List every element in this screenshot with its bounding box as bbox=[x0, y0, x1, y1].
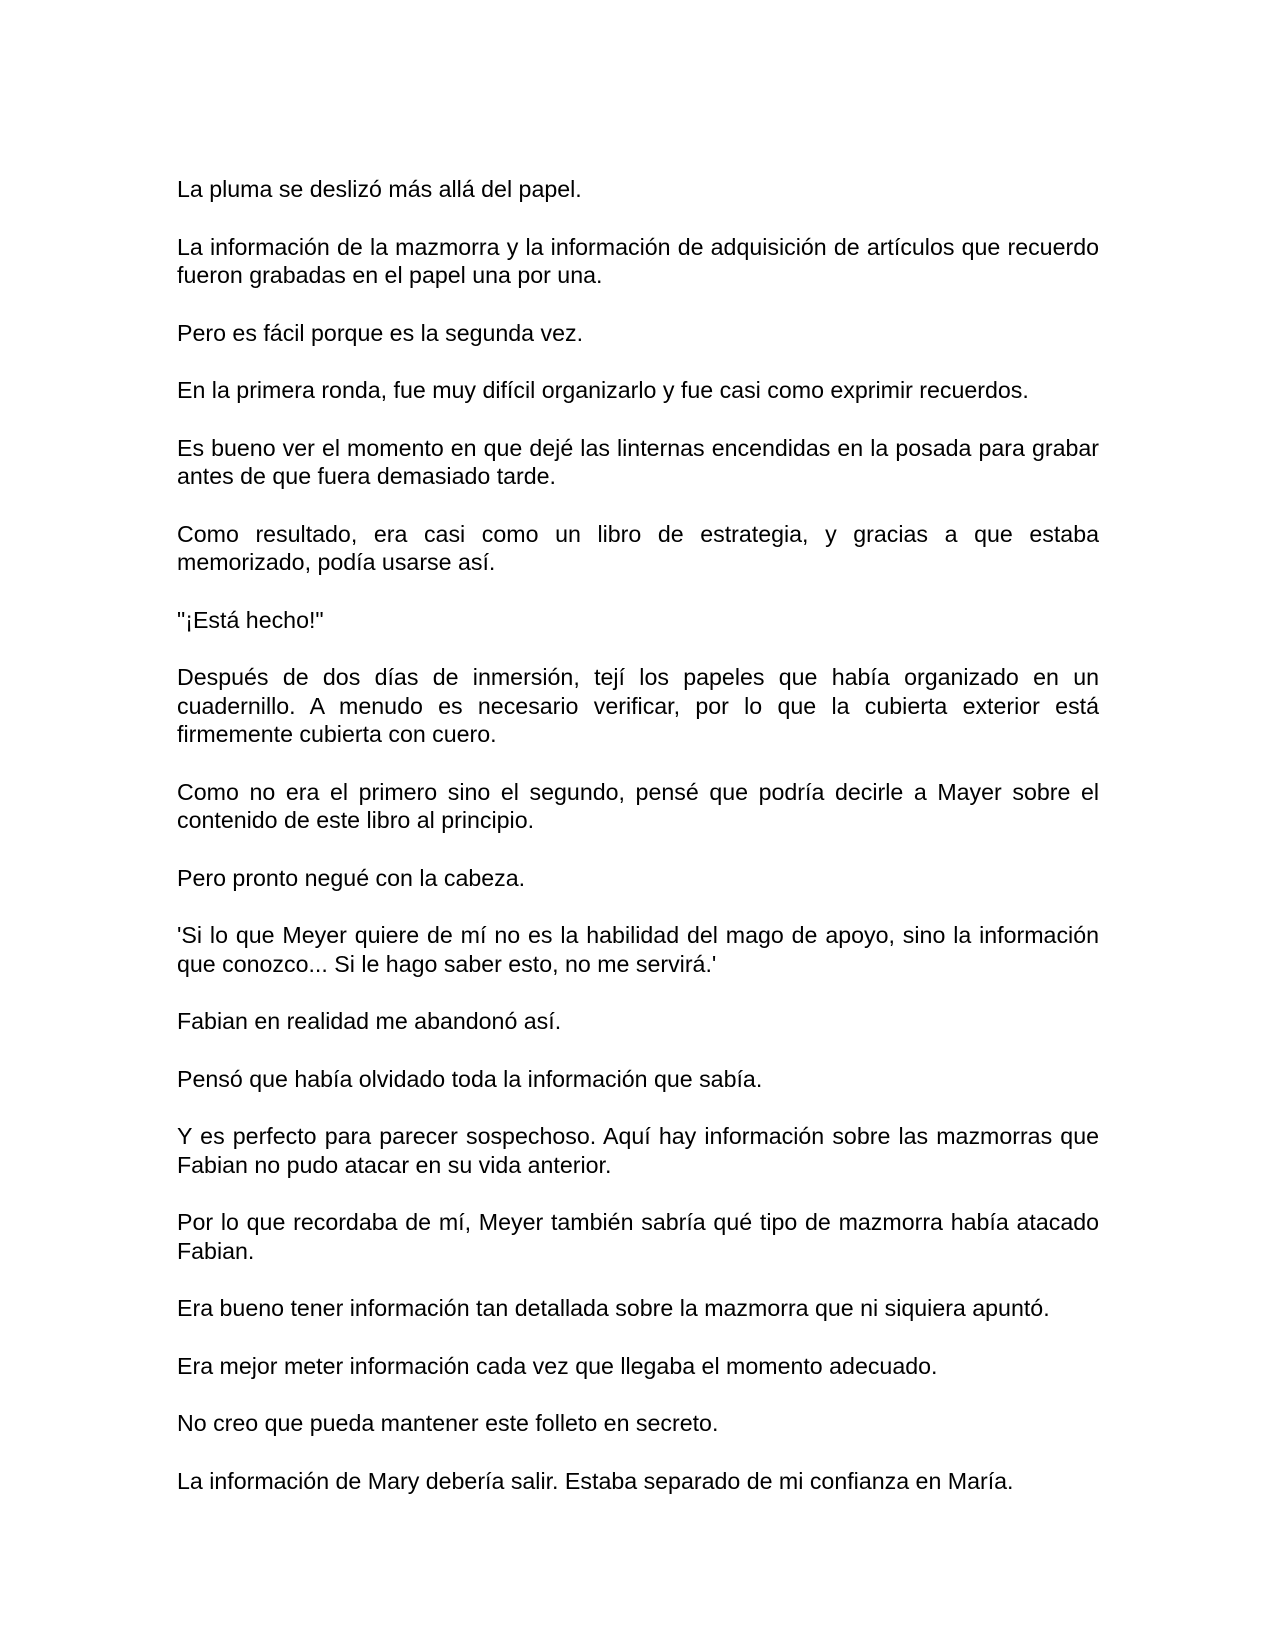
paragraph: Pero pronto negué con la cabeza. bbox=[177, 864, 526, 891]
paragraph: Después de dos días de inmersión, tejí los papeles que había organizado en un cuadernillo. A menudo es necesario verificar, por lo que la cubierta exterior está firmemente cubierta con cuero. bbox=[177, 664, 1099, 747]
paragraph: La información de la mazmorra y la información de adquisición de artículos que recuerdo fueron grabadas en el papel una por una. bbox=[177, 233, 1099, 288]
paragraph: Pero es fácil porque es la segunda vez. bbox=[177, 319, 584, 346]
paragraph: Como no era el primero sino el segundo, pensé que podría decirle a Mayer sobre el contenido de este libro al principio. bbox=[177, 778, 1099, 833]
paragraph: "¡Está hecho!" bbox=[177, 606, 324, 633]
paragraph: La pluma se deslizó más allá del papel. bbox=[177, 176, 582, 202]
paragraph: Es bueno ver el momento en que dejé las linternas encendidas en la posada para grabar antes de que fuera demasiado tarde. bbox=[177, 434, 1099, 489]
paragraph: En la primera ronda, fue muy difícil organizarlo y fue casi como exprimir recuerdos. bbox=[177, 377, 1029, 403]
paragraph: Y es perfecto para parecer sospechoso. Aquí hay información sobre las mazmorras que Fabian no pudo atacar en su vida anterior. bbox=[177, 1123, 1099, 1178]
document-body bbox=[177, 175, 1099, 1495]
paragraph: Era mejor meter información cada vez que llegaba el momento adecuado. bbox=[177, 1352, 938, 1379]
paragraph: La información de Mary debería salir. Estaba separado de mi confianza en María. bbox=[177, 1467, 1014, 1494]
paragraph: Pensó que había olvidado toda la información que sabía. bbox=[177, 1065, 763, 1092]
paragraph: Era bueno tener información tan detallada sobre la mazmorra que ni siquiera apuntó. bbox=[177, 1295, 1050, 1321]
paragraph: Como resultado, era casi como un libro de estrategia, y gracias a que estaba memorizado, podía usarse así. bbox=[177, 520, 1099, 575]
paragraph: No creo que pueda mantener este folleto en secreto. bbox=[177, 1410, 719, 1436]
paragraph: Fabian en realidad me abandonó así. bbox=[177, 1008, 562, 1034]
paragraph: Por lo que recordaba de mí, Meyer también sabría qué tipo de mazmorra había atacado Fabian. bbox=[177, 1209, 1099, 1264]
paragraph: 'Si lo que Meyer quiere de mí no es la habilidad del mago de apoyo, sino la información que conozco... Si le hago saber esto, no me servirá.' bbox=[177, 922, 1099, 977]
